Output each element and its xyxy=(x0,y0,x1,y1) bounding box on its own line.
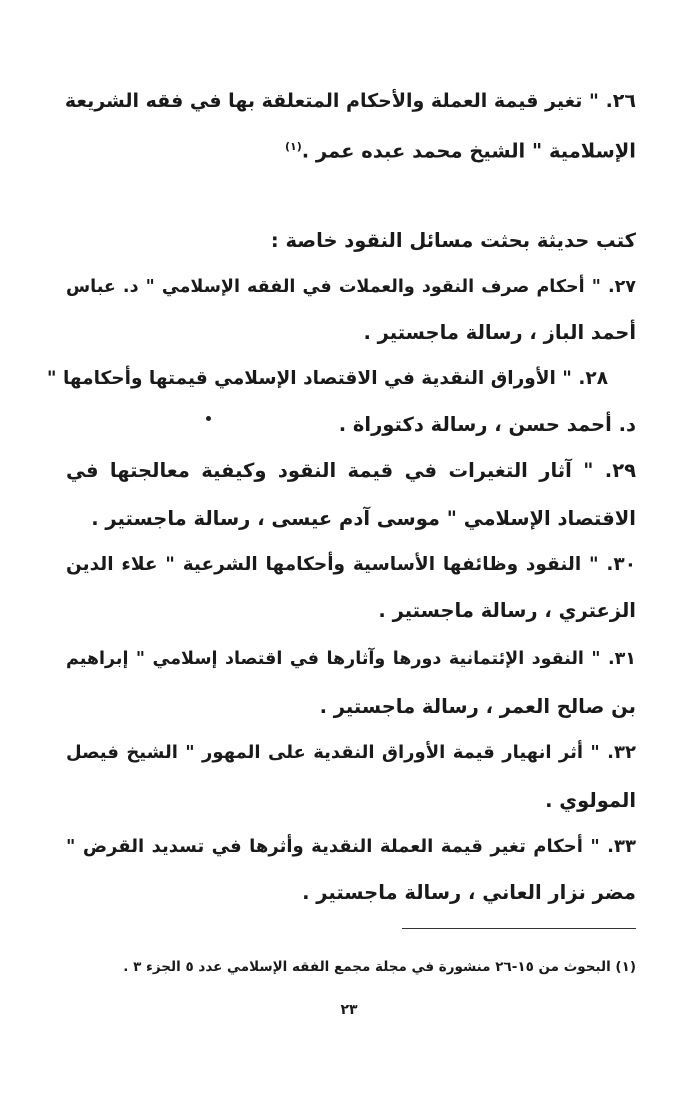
entry-26-line-1: ٢٦. " تغير قيمة العملة والأحكام المتعلقة بها في فقه الشريعة xyxy=(64,90,636,112)
section-heading: كتب حديثة بحثت مسائل النقود خاصة : xyxy=(270,229,636,252)
entry-33-line-1: ٣٣. " أحكام تغير قيمة العملة النقدية وأثرها في تسديد القرض " xyxy=(66,836,636,857)
entry-28-line-2: د. أحمد حسن ، رسالة دكتوراة . xyxy=(338,413,636,436)
page-number: ٢٣ xyxy=(340,1002,358,1018)
entry-30-line-2: الزعتري ، رسالة ماجستير . xyxy=(378,599,636,622)
entry-31-line-2: بن صالح العمر ، رسالة ماجستير . xyxy=(319,695,636,718)
footnote-reference: (١) xyxy=(284,140,302,153)
entry-32-line-1: ٣٢. " أثر انهيار قيمة الأوراق النقدية على المهور " الشيخ فيصل xyxy=(66,742,636,763)
footnote-separator xyxy=(402,928,636,929)
entry-27-line-1: ٢٧. " أحكام صرف النقود والعملات في الفقه الإسلامي " د. عباس xyxy=(66,277,636,297)
entry-29-line-1: ٢٩. " آثار التغيرات في قيمة النقود وكيفية معالجتها في xyxy=(66,459,636,482)
entry-26-line-2 xyxy=(279,132,636,167)
entry-32-line-2: المولوي . xyxy=(545,789,636,812)
stray-dot-mark xyxy=(206,416,211,421)
entry-28-line-1: ٢٨. " الأوراق النقدية في الاقتصاد الإسلامي قيمتها وأحكامها " xyxy=(46,368,608,389)
entry-33-line-2: مضر نزار العاني ، رسالة ماجستير . xyxy=(302,881,636,904)
entry-27-line-2: أحمد الباز ، رسالة ماجستير . xyxy=(363,321,636,344)
entry-31-line-1: ٣١. " النقود الإئتمانية دورها وآثارها في اقتصاد إسلامي " إبراهيم xyxy=(66,649,636,669)
entry-30-line-1: ٣٠. " النقود وظائفها الأساسية وأحكامها الشرعية " علاء الدين xyxy=(66,554,636,575)
entry-29-line-2: الاقتصاد الإسلامي " موسى آدم عيسى ، رسالة ماجستير . xyxy=(91,507,636,530)
entry-26-text: الإسلامية " الشيخ محمد عبده عمر . xyxy=(301,139,636,163)
footnote-text: (١) البحوث من ١٥-٢٦ منشورة في مجلة مجمع الفقه الإسلامي عدد ٥ الجزء ٣ . xyxy=(123,958,636,975)
